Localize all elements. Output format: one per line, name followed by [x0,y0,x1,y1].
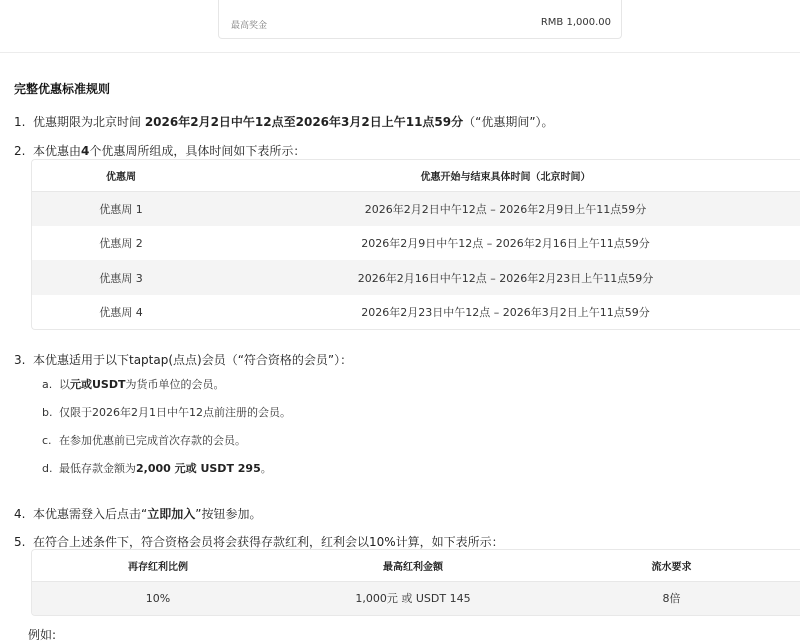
eligibility-b: b. 仅限于2026年2月1日中午12点前注册的会员。 [42,406,291,419]
rule-item-2: 2. 本优惠由4个优惠周所组成，具体时间如下表所示： [14,144,306,158]
table-row: 优惠周 2 2026年2月9日中午12点 – 2026年2月16日上午11点59分 [99,237,650,250]
example-label: 例如: [28,628,57,642]
max-bonus-card [218,0,622,39]
rule-item-5: 5. 在符合上述条件下，符合资格会员将会获得存款红利，红利会以10%计算，如下表所示： [14,535,504,549]
rule-item-3: 3. 本优惠适用于以下taptap(点点)会员（“符合资格的会员”）： [14,353,353,367]
weeks-table-header: 优惠周 优惠开始与结束具体时间（北京时间） [32,160,800,191]
eligibility-c: c. 在参加优惠前已完成首次存款的会员。 [42,434,246,447]
bonus-table-header: 再存红利比例 最高红利金额 流水要求 [32,550,800,581]
bonus-table [31,549,800,616]
max-bonus-value: RMB 1,000.00 [540,17,611,28]
table-row: 优惠周 1 2026年2月2日中午12点 – 2026年2月9日上午11点59分 [32,191,800,226]
table-row: 10% 1,000元 或 USDT 145 8倍 [32,581,800,615]
weeks-table [31,159,800,330]
eligibility-a: a. 以元或USDT为货币单位的会员。 [42,378,225,391]
section-title: 完整优惠标准规则 [14,82,111,96]
table-row: 优惠周 3 2026年2月16日中午12点 – 2026年2月23日上午11点59分 [32,260,800,295]
rule-item-1: 1. 优惠期限为北京时间 2026年2月2日中午12点至2026年3月2日上午11点59分（“优惠期间”）。 [14,115,554,129]
max-bonus-label: 最高奖金 [231,21,268,31]
table-row: 优惠周 4 2026年2月23日中午12点 – 2026年3月2日上午11点59分 [99,306,650,319]
divider [0,52,800,53]
eligibility-d: d. 最低存款金额为2,000 元或 USDT 295。 [42,462,272,475]
rule-item-4: 4. 本优惠需登入后点击“立即加入”按钮参加。 [14,507,262,521]
